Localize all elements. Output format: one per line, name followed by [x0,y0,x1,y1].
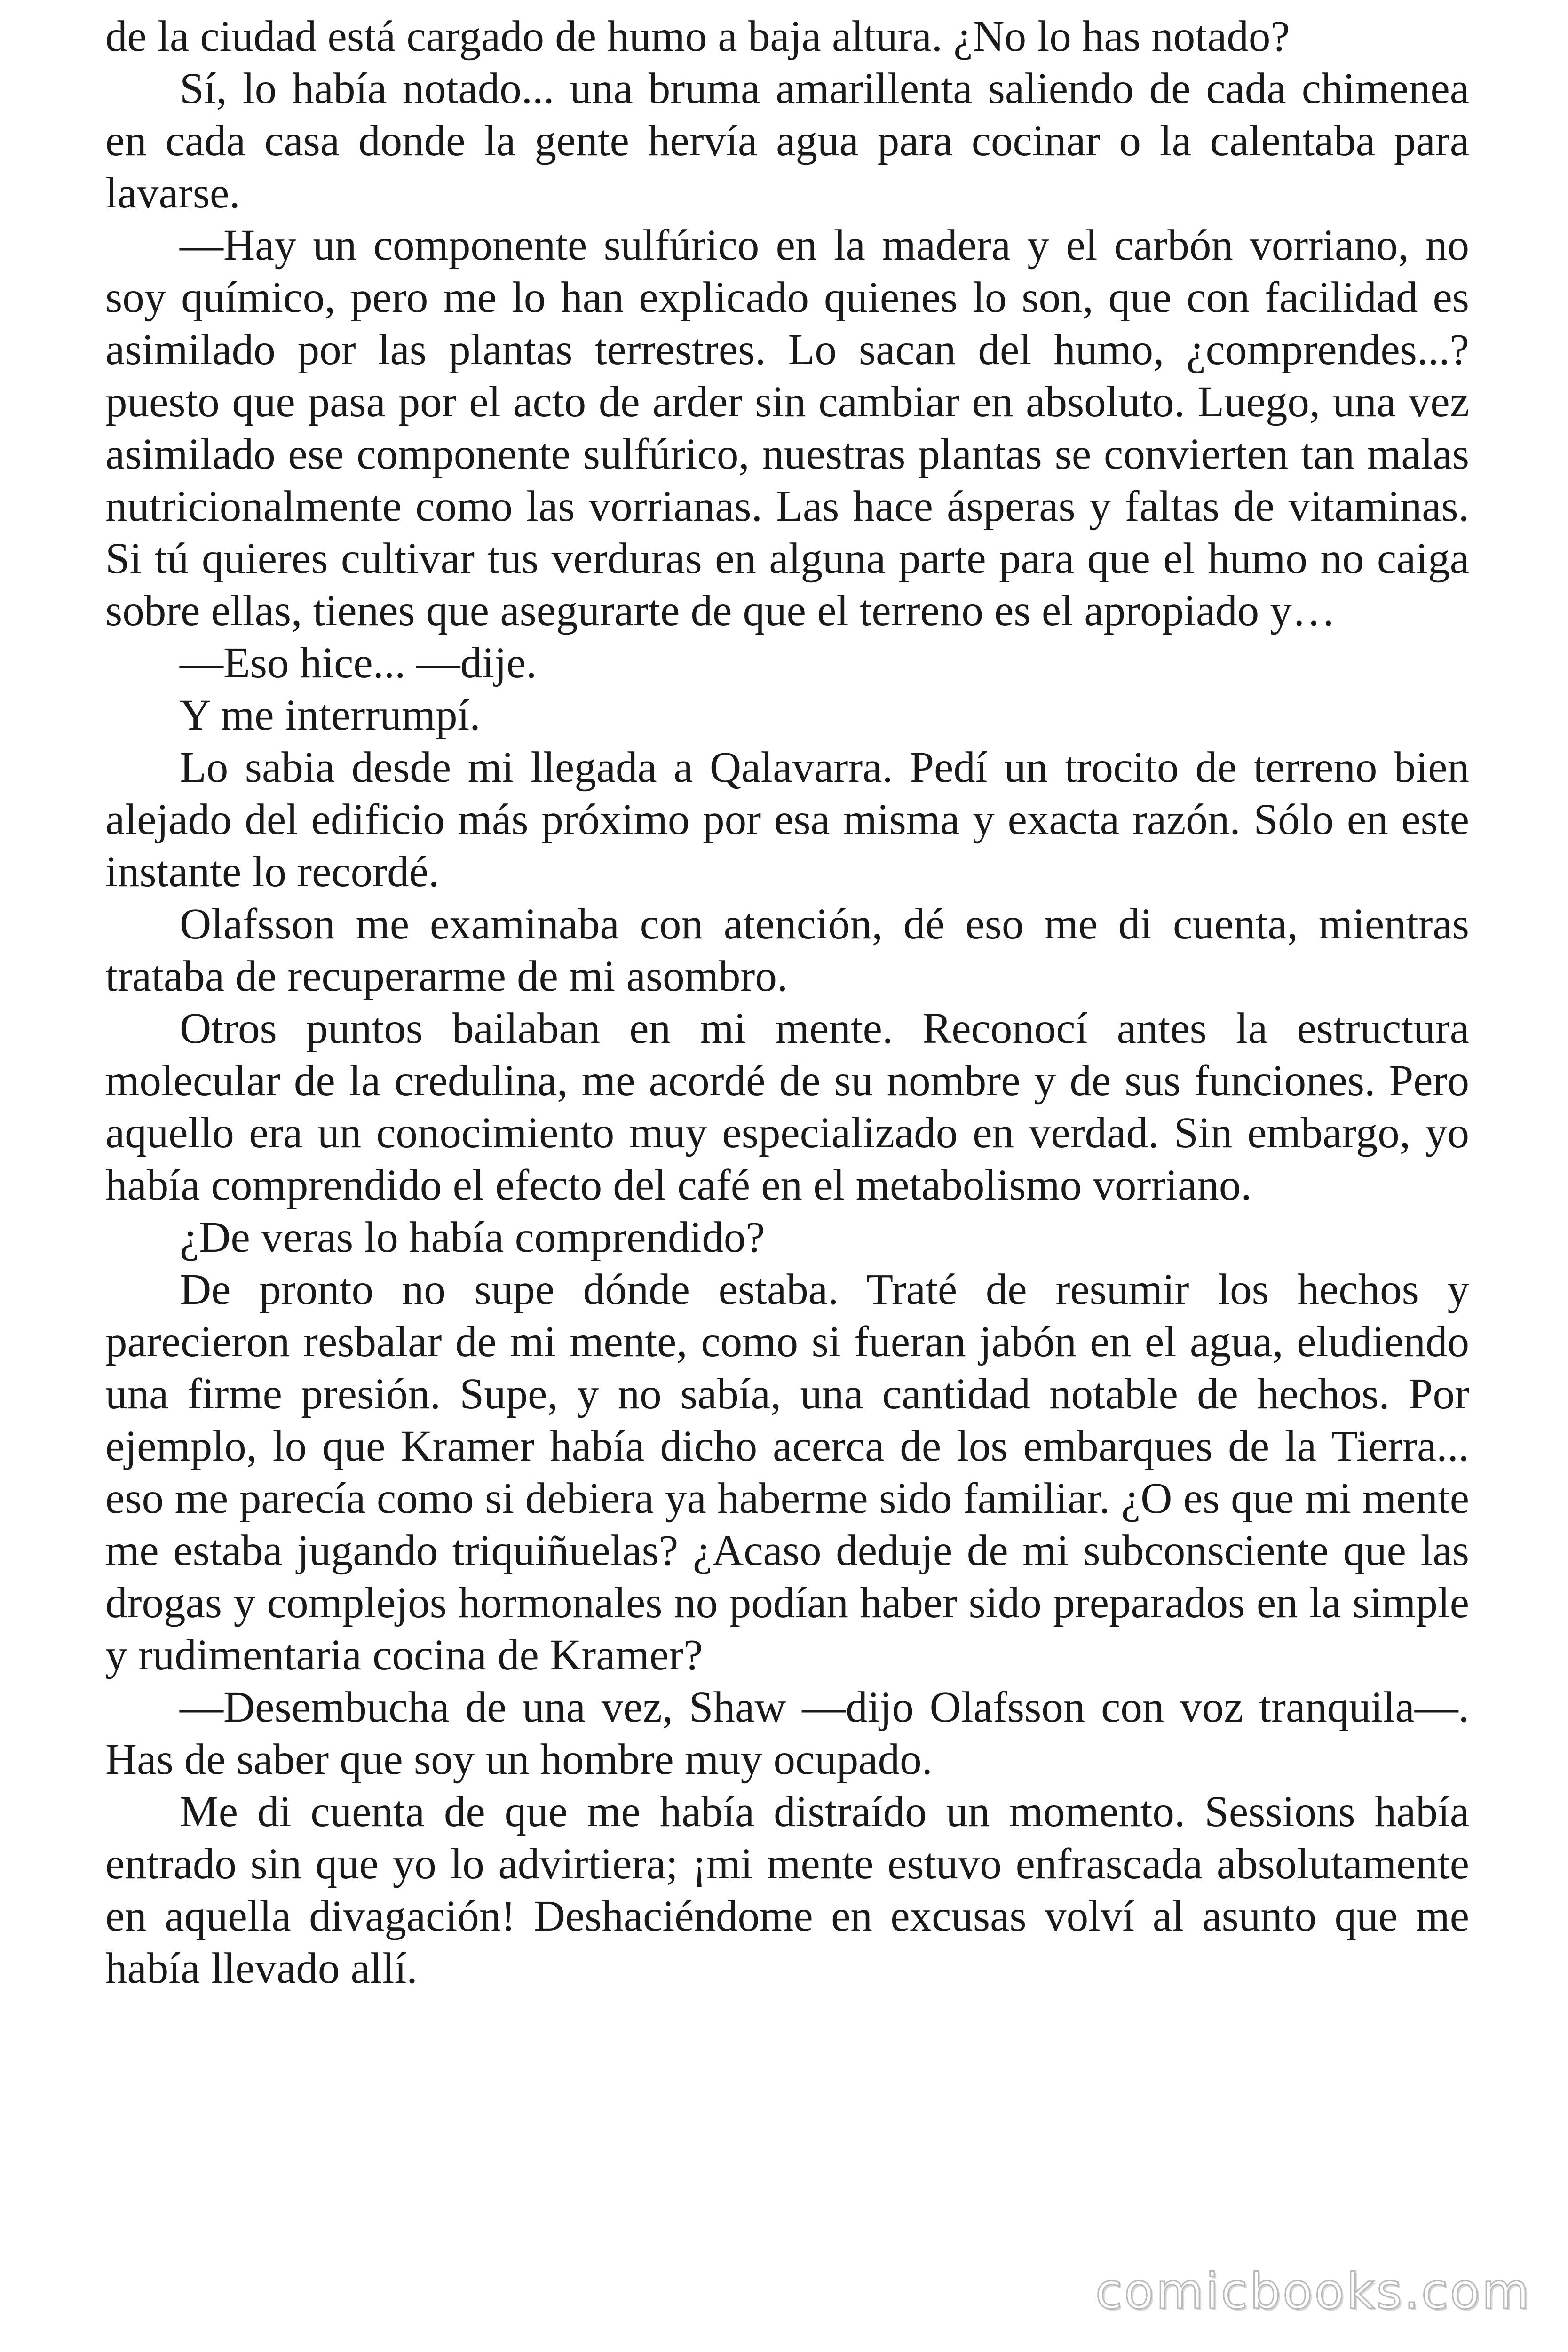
paragraph-12: Me di cuenta de que me había distraído un momento. Sessions había entrado sin que yo lo advirtiera; ¡mi mente estuvo enfrascada absolutamente en aquella divagación! Deshaciéndome en excusas volví al asunto que me había llevado allí. [105,1788,1469,1993]
page-body [105,10,1469,1994]
paragraph-3: —Hay un componente sulfúrico en la madera y el carbón vorriano, no soy químico, pero me lo han explicado quienes lo son, que con facilidad es asimilado por las plantas terrestres. Lo sacan del humo, ¿comprendes...? puesto que pasa por el acto de arder sin cambiar en absoluto. Luego, una vez asimilado ese componente sulfúrico, nuestras plantas se convierten tan malas nutricionalmente como las vorrianas. Las hace ásperas y faltas de vitaminas. Si tú quieres cultivar tus verduras en alguna parte para que el humo no caiga sobre ellas, tienes que asegurarte de que el terreno es el apropiado y… [105,221,1469,635]
paragraph-11: —Desembucha de una vez, Shaw —dijo Olafsson con voz tranquila—. Has de saber que soy un hombre muy ocupado. [105,1683,1469,1784]
paragraph-8: Otros puntos bailaban en mi mente. Reconocí antes la estructura molecular de la credulina, me acordé de su nombre y de sus funciones. Pero aquello era un conocimiento muy especializado en verdad. Sin embargo, yo había comprendido el efecto del café en el metabolismo vorriano. [105,1004,1469,1209]
paragraph-6: Lo sabia desde mi llegada a Qalavarra. Pedí un trocito de terreno bien alejado del edificio más próximo por esa misma y exacta razón. Sólo en este instante lo recordé. [105,743,1469,896]
paragraph-9: ¿De veras lo había comprendido? [180,1213,765,1262]
paragraph-4: —Eso hice... —dije. [180,639,537,687]
paragraph-10: De pronto no supe dónde estaba. Traté de resumir los hechos y parecieron resbalar de mi mente, como si fueran jabón en el agua, eludiendo una firme presión. Supe, y no sabía, una cantidad notable de hechos. Por ejemplo, lo que Kramer había dicho acerca de los embarques de la Tierra... eso me parecía como si debiera ya haberme sido familiar. ¿O es que mi mente me estaba jugando triquiñuelas? ¿Acaso deduje de mi subconsciente que las drogas y complejos hormonales no podían haber sido preparados en la simple y rudimentaria cocina de Kramer? [105,1265,1469,1679]
paragraph-2: Sí, lo había notado... una bruma amarillenta saliendo de cada chimenea en cada casa donde la gente hervía agua para cocinar o la calentaba para lavarse. [105,64,1469,217]
paragraph-5: Y me interrumpí. [180,691,481,739]
paragraph-7: Olafsson me examinaba con atención, dé eso me di cuenta, mientras trataba de recuperarme de mi asombro. [105,900,1469,1001]
watermark: comicbooks.com [1095,2263,1531,2320]
paragraph-1: de la ciudad está cargado de humo a baja altura. ¿No lo has notado? [105,12,1290,61]
